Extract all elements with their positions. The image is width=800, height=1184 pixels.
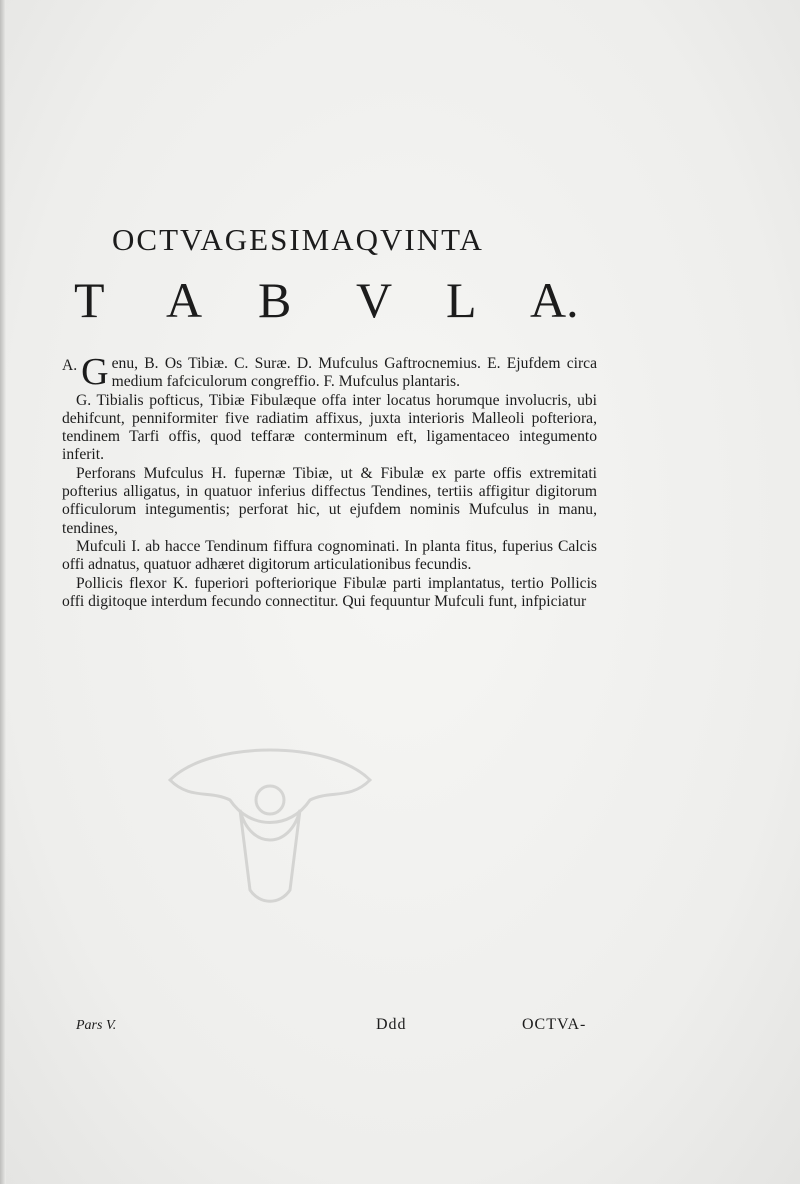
- drop-capital: G: [81, 351, 109, 393]
- paragraph: G. Tibialis pofticus, Tibiæ Fibulæque offa inter locatus horumque involucris, ubi dehifcunt, penniformiter five radiatim affixus, juxta interioris Malleoli pofteriora, tendinem Tarfi offis, quod teffaræ conterminum eft, ligamentaceo integumento inferit.: [62, 391, 597, 464]
- heading-line-2: [74, 270, 579, 330]
- heading-letter: T: [74, 272, 105, 328]
- paragraph: [62, 351, 597, 393]
- heading-letter: B: [258, 272, 292, 328]
- paragraph: Mufculi I. ab hacce Tendinum fiffura cognominati. In planta fitus, fuperius Calcis offi adnatus, quatuor adhæret digitorum articulationibus fecundis.: [62, 537, 597, 574]
- paragraph-lead: A.: [62, 357, 78, 374]
- heading-letter: V: [356, 272, 393, 328]
- signature-mark: Ddd: [376, 1016, 407, 1033]
- paragraph: Perforans Mufculus H. fupernæ Tibiæ, ut & Fibulæ ex parte offis extremitati pofterius alligatus, in quatuor inferius diffectus Tendines, tertiis affigitur digitorum officulorum integumentis; perforat hic, ut ejufdem nominis Mufculus in manu, tendines,: [62, 464, 597, 537]
- part-label: Pars V.: [76, 1018, 117, 1033]
- heading-letter: A: [166, 272, 203, 328]
- paragraph-text: enu, B. Os Tibiæ. C. Suræ. D. Mufculus Gaftrocnemius. E. Ejufdem circa medium fafciculorum congreffio. F. Mufculus plantaris.: [111, 355, 597, 391]
- body-text: [62, 351, 597, 611]
- page-edge-shadow: [0, 0, 6, 1184]
- heading-line-1: OCTVAGESIMAQVINTA: [112, 222, 484, 257]
- heading-letter: A.: [530, 272, 579, 328]
- show-through-ornament-icon: [150, 740, 390, 910]
- paragraph: Pollicis flexor K. fuperiori pofteriorique Fibulæ parti implantatus, tertio Pollicis offi digitoque interdum fecundo connectitur. Qui fequuntur Mufculi funt, infpiciatur: [62, 574, 597, 610]
- heading-letter: L: [446, 272, 477, 328]
- catchword: OCTVA-: [522, 1016, 587, 1033]
